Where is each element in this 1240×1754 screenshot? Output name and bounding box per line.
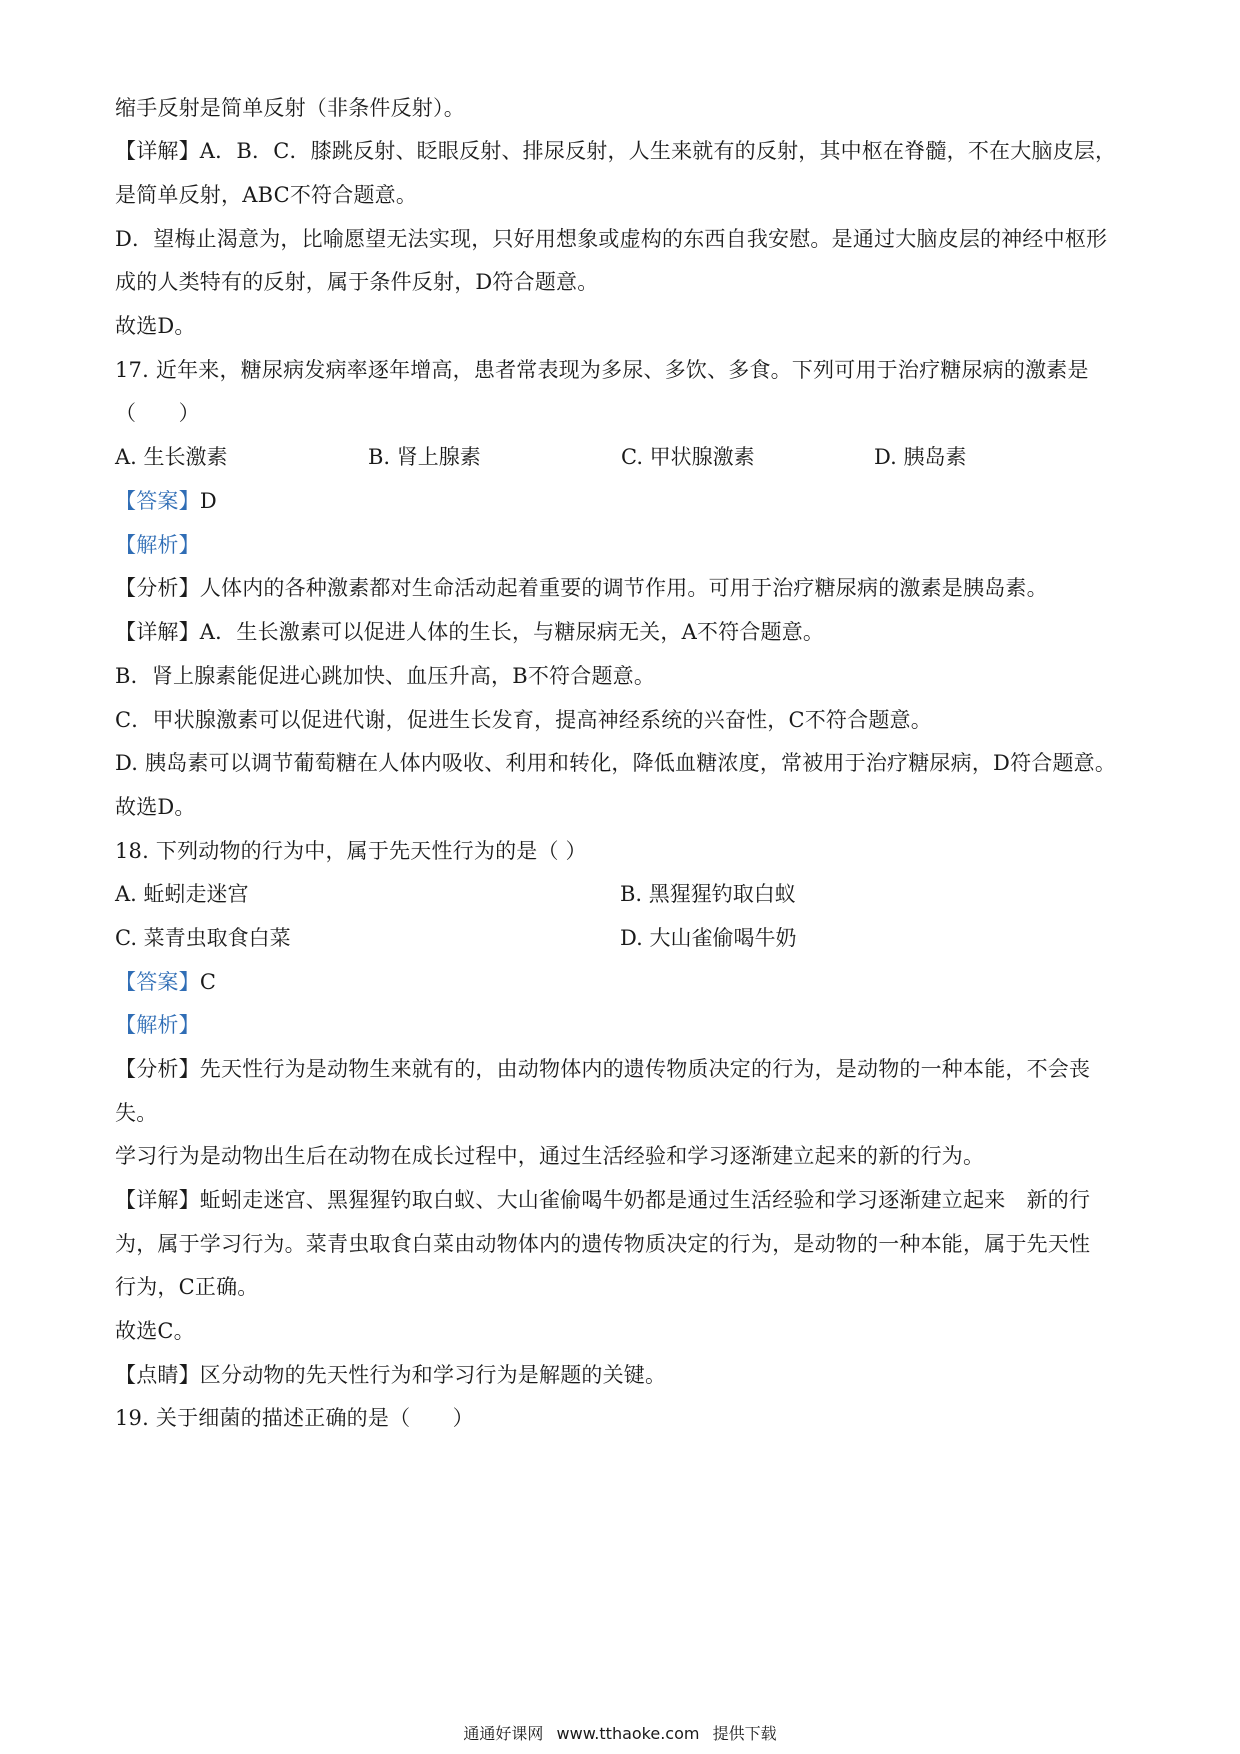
text-line: 成的人类特有的反射，属于条件反射，D符合题意。 [115,270,599,294]
q17-option-a: A. 生长激素 [115,445,228,469]
text-line: B．肾上腺素能促进心跳加快、血压升高，B不符合题意。 [115,664,656,688]
question-18-stem: 18. 下列动物的行为中，属于先天性行为的是（ ） [115,839,587,863]
text-line: 【分析】人体内的各种激素都对生命活动起着重要的调节作用。可用于治疗糖尿病的激素是胰岛素。 [115,576,1048,600]
text-line: 【详解】蚯蚓走迷宫、黑猩猩钓取白蚁、大山雀偷喝牛奶都是通过生活经验和学习逐渐建立起来 新的行 [115,1188,1091,1212]
text-line: 【点睛】区分动物的先天性行为和学习行为是解题的关键。 [115,1363,667,1387]
question-17-paren: （ ） [115,401,200,425]
q17-jiexi-tag: 【解析】 [115,533,200,557]
text-line: 行为，C正确。 [115,1275,259,1299]
text-line: 故选D。 [115,795,196,819]
q17-answer-line [115,486,217,516]
footer-site: 通通好课网 [463,1724,544,1743]
q17-option-b: B. 肾上腺素 [368,445,481,469]
answer-tag: 【答案】 [115,489,200,513]
text-line: 【分析】先天性行为是动物生来就有的，由动物体内的遗传物质决定的行为，是动物的一种本能，不会丧 [115,1057,1091,1081]
answer-tag: 【答案】 [115,970,200,994]
q18-option-b: B. 黑猩猩钓取白蚁 [620,882,796,906]
text-line: 学习行为是动物出生后在动物在成长过程中，通过生活经验和学习逐渐建立起来的新的行为。 [115,1144,985,1168]
page-footer [0,1722,1240,1746]
text-line: 故选C。 [115,1319,195,1343]
text-line: 【详解】A．生长激素可以促进人体的生长，与糖尿病无关，A不符合题意。 [115,620,825,644]
q17-option-d: D. 胰岛素 [874,445,967,469]
text-line: D．望梅止渴意为，比喻愿望无法实现，只好用想象或虚构的东西自我安慰。是通过大脑皮层的神经中枢形 [115,227,1108,251]
question-19-stem: 19. 关于细菌的描述正确的是（ ） [115,1406,474,1430]
question-17-stem: 17. 近年来，糖尿病发病率逐年增高，患者常表现为多尿、多饮、多食。下列可用于治疗糖尿病的激素是 [115,358,1089,382]
text-line: C．甲状腺激素可以促进代谢，促进生长发育，提高神经系统的兴奋性，C不符合题意。 [115,708,932,732]
q18-option-c: C. 菜青虫取食白菜 [115,926,291,950]
q17-option-c: C. 甲状腺激素 [621,445,755,469]
text-line: 缩手反射是简单反射（非条件反射）。 [115,96,465,120]
answer-value: C [199,970,217,994]
footer-url[interactable]: www.tthaoke.com [556,1724,700,1743]
text-line: D. 胰岛素可以调节葡萄糖在人体内吸收、利用和转化，降低血糖浓度，常被用于治疗糖尿病，D符合题意。 [115,751,1117,775]
text-line: 为，属于学习行为。菜青虫取食白菜由动物体内的遗传物质决定的行为，是动物的一种本能，属于先天性 [115,1232,1091,1256]
text-line: 【详解】A．B．C．膝跳反射、眨眼反射、排尿反射，人生来就有的反射，其中枢在脊髓，不在大脑皮层， [115,139,1117,163]
footer-note: 提供下载 [712,1724,777,1743]
text-line: 故选D。 [115,314,196,338]
q18-answer-line [115,967,216,997]
text-line: 失。 [115,1101,158,1125]
q18-option-a: A. 蚯蚓走迷宫 [115,882,249,906]
q18-jiexi-tag: 【解析】 [115,1013,200,1037]
q18-option-d: D. 大山雀偷喝牛奶 [620,926,797,950]
text-line: 是简单反射，ABC不符合题意。 [115,183,418,207]
answer-value: D [199,489,217,513]
